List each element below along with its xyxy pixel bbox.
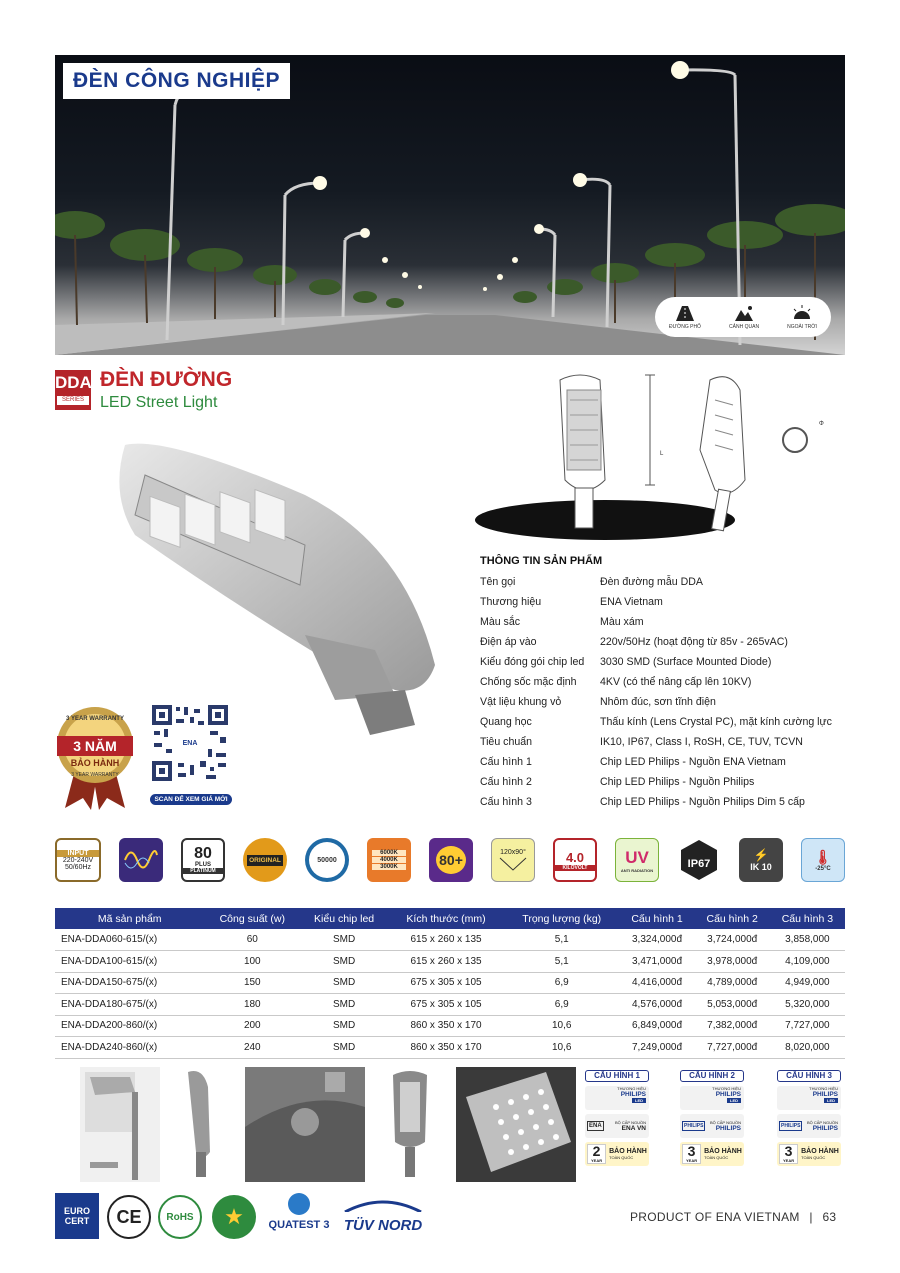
spec-key: Cấu hình 1 <box>480 756 532 768</box>
lifetime-hours: 50000 <box>317 856 337 864</box>
chip-sub: LED <box>824 1098 838 1103</box>
table-cell: 8,020,000 <box>770 1037 845 1059</box>
table-cell: 7,382,000đ <box>695 1015 770 1037</box>
table-cell: 100 <box>204 951 300 973</box>
spec-row <box>480 652 860 672</box>
table-cell: ENA-DDA150-675/(x) <box>55 972 204 994</box>
warranty-scope: TOÀN QUỐC <box>609 1155 634 1160</box>
table-cell: 7,249,000đ <box>619 1037 694 1059</box>
series-word: SERIES <box>57 396 89 405</box>
warranty-year-word: YEAR <box>591 1158 603 1163</box>
spec-value: Màu xám <box>600 616 644 628</box>
spec-value: Nhôm đúc, sơn tĩnh điện <box>600 696 716 708</box>
spec-row <box>480 672 860 692</box>
table-cell: 60 <box>204 929 300 951</box>
spec-value: Chip LED Philips - Nguồn Philips Dim 5 cấp <box>600 796 805 808</box>
chip-brand: PHILIPS <box>620 1091 646 1098</box>
spec-value: 3030 SMD (Surface Mounted Diode) <box>600 656 772 668</box>
col-header: Trọng lượng (kg) <box>504 908 619 929</box>
config-driver <box>585 1114 649 1138</box>
table-row <box>55 929 845 951</box>
config-chip <box>680 1086 744 1110</box>
waveform-icon <box>119 838 163 882</box>
table-row <box>55 972 845 994</box>
table-cell: SMD <box>300 951 388 973</box>
spec-value: Chip LED Philips - Nguồn ENA Vietnam <box>600 756 786 768</box>
config-2 <box>680 1070 744 1170</box>
col-header: Kiểu chip led <box>300 908 388 929</box>
cct-6000: 6000K <box>372 850 406 856</box>
config-3 <box>777 1070 841 1170</box>
photo-led-module <box>456 1067 576 1182</box>
uv-sublabel: ANTI RADIATION <box>620 867 654 873</box>
spec-value: Chip LED Philips - Nguồn Philips <box>600 776 755 788</box>
spec-key: Quang học <box>480 716 532 728</box>
col-header: Mã sản phẩm <box>55 908 204 929</box>
euro-cert-logo <box>55 1193 99 1239</box>
photo-front-view <box>385 1067 435 1182</box>
table-cell: 240 <box>204 1037 300 1059</box>
table-cell: 675 x 305 x 105 <box>388 972 504 994</box>
table-cell: 6,9 <box>504 994 619 1016</box>
table-cell: 7,727,000đ <box>695 1037 770 1059</box>
table-cell: 3,324,000đ <box>619 929 694 951</box>
col-header: Cấu hình 1 <box>619 908 694 929</box>
surge-protection-icon <box>553 838 597 882</box>
qr-code[interactable] <box>150 703 230 783</box>
qr-logo: ENA <box>182 740 198 747</box>
quatest-logo <box>266 1193 332 1241</box>
table-cell: 10,6 <box>504 1015 619 1037</box>
temperature-value: -25°C <box>815 865 831 872</box>
page-number: 63 <box>822 1210 837 1224</box>
input-label: INPUT <box>57 850 99 857</box>
table-cell: 7,727,000 <box>770 1015 845 1037</box>
chip-top: THƯƠNG HIỆU <box>809 1086 838 1091</box>
table-cell: ENA-DDA180-675/(x) <box>55 994 204 1016</box>
dimension-diagram <box>475 370 860 545</box>
uv-label: UV <box>625 847 649 867</box>
diameter-label: Φ <box>819 421 824 427</box>
price-table-header <box>55 908 845 929</box>
table-cell: 6,849,000đ <box>619 1015 694 1037</box>
chip-brand: PHILIPS <box>812 1091 838 1098</box>
spec-row <box>480 732 860 752</box>
table-row <box>55 1015 845 1037</box>
table-cell: 5,1 <box>504 929 619 951</box>
table-cell: 4,109,000 <box>770 951 845 973</box>
80-plus-word: PLUS <box>194 862 211 868</box>
lifetime-hours-icon <box>305 838 349 882</box>
table-cell: 200 <box>204 1015 300 1037</box>
80-plus-platinum-icon <box>181 838 225 882</box>
cri-value: 80+ <box>436 846 466 874</box>
product-title: ĐÈN ĐƯỜNG <box>100 368 233 391</box>
original-label: ORIGINAL <box>249 856 281 864</box>
chip-sub: LED <box>632 1098 646 1103</box>
col-header: Kích thước (mm) <box>388 908 504 929</box>
table-cell: 5,1 <box>504 951 619 973</box>
config-tag: CẤU HÌNH 3 <box>777 1070 841 1082</box>
spec-key: Vật liệu khung vỏ <box>480 696 562 708</box>
chip-brand: PHILIPS <box>715 1091 741 1098</box>
price-table <box>55 908 845 1059</box>
80-plus-number: 80 <box>194 845 212 862</box>
color-temperature-icon <box>367 838 411 882</box>
driver-logo: PHILIPS <box>684 1123 704 1129</box>
spec-row <box>480 772 860 792</box>
table-cell: SMD <box>300 1037 388 1059</box>
spec-key: Tên gọi <box>480 576 516 588</box>
warranty-year-word: YEAR <box>686 1158 698 1163</box>
table-cell: 3,858,000 <box>770 929 845 951</box>
table-row <box>55 951 845 973</box>
col-header: Cấu hình 3 <box>770 908 845 929</box>
spec-key: Cấu hình 3 <box>480 796 532 808</box>
spec-row <box>480 612 860 632</box>
warranty-years: 3 <box>784 1143 793 1159</box>
config-tag: CẤU HÌNH 1 <box>585 1070 649 1082</box>
product-subtitle: LED Street Light <box>100 394 218 411</box>
ip-rating: IP67 <box>687 858 711 870</box>
table-cell: SMD <box>300 1015 388 1037</box>
quality-star-logo: ★ <box>212 1195 256 1239</box>
beam-angle-icon <box>491 838 535 882</box>
page-footer <box>630 1210 836 1224</box>
table-cell: 150 <box>204 972 300 994</box>
config-driver <box>777 1114 841 1138</box>
beam-angle: 120x90° <box>500 848 526 856</box>
table-cell: 10,6 <box>504 1037 619 1059</box>
spec-value: Đèn đường mẫu DDA <box>600 576 703 588</box>
surge-kv-word: KILOVOLT <box>555 865 595 871</box>
spec-value: 220v/50Hz (hoạt động từ 85v - 265vAC) <box>600 636 788 648</box>
spec-row <box>480 712 860 732</box>
config-chip <box>777 1086 841 1110</box>
temperature-icon: 🌡 -25°C <box>801 838 845 882</box>
spec-row <box>480 632 860 652</box>
warranty-badge <box>55 700 135 810</box>
road-icon <box>674 304 696 322</box>
input-frequency: 50/60Hz <box>64 863 92 871</box>
qr-caption: SCAN ĐỂ XEM GIÁ MỚI <box>150 794 232 805</box>
table-cell: 6,9 <box>504 972 619 994</box>
quatest-mark <box>288 1193 310 1215</box>
table-cell: ENA-DDA100-615/(x) <box>55 951 204 973</box>
badge-outdoor-label: NGOÀI TRỜI <box>787 324 817 330</box>
spec-key: Màu sắc <box>480 616 521 628</box>
application-badges <box>655 297 831 337</box>
chip-sub: LED <box>727 1098 741 1103</box>
table-cell: 4,789,000đ <box>695 972 770 994</box>
spec-heading: THÔNG TIN SẢN PHẨM <box>480 555 603 567</box>
ik-rating: IK 10 <box>750 862 772 872</box>
warranty-text: BẢO HÀNH <box>704 1148 742 1155</box>
driver-top: BỘ CẤP NGUỒN <box>709 1120 741 1125</box>
col-header: Công suất (w) <box>204 908 300 929</box>
driver-brand: PHILIPS <box>812 1125 838 1132</box>
tuv-nord-logo <box>340 1198 426 1240</box>
ip67-icon <box>677 838 721 882</box>
ce-text: CE <box>116 1206 142 1227</box>
cri-icon <box>429 838 473 882</box>
landscape-icon <box>733 304 755 322</box>
chip-top: THƯƠNG HIỆU <box>617 1086 646 1091</box>
badge-street <box>669 304 701 330</box>
input-voltage-icon <box>55 838 101 882</box>
table-cell: 4,416,000đ <box>619 972 694 994</box>
badge-outdoor <box>787 304 817 330</box>
warranty-scope: TOÀN QUỐC <box>704 1155 729 1160</box>
table-cell: ENA-DDA200-860/(x) <box>55 1015 204 1037</box>
warranty-text: BẢO HÀNH <box>801 1148 839 1155</box>
table-cell: 615 x 260 x 135 <box>388 951 504 973</box>
driver-brand: PHILIPS <box>715 1125 741 1132</box>
spec-key: Tiêu chuẩn <box>480 736 533 748</box>
badge-landscape-label: CẢNH QUAN <box>729 324 760 330</box>
spec-row <box>480 792 860 812</box>
driver-brand: ENA VN <box>621 1125 646 1132</box>
table-cell: 860 x 350 x 170 <box>388 1015 504 1037</box>
original-product-icon <box>243 838 287 882</box>
feature-icon-strip <box>55 838 845 884</box>
height-label: L <box>660 451 664 457</box>
table-cell: 4,576,000đ <box>619 994 694 1016</box>
driver-top: BỘ CẤP NGUỒN <box>614 1120 646 1125</box>
table-cell: 860 x 350 x 170 <box>388 1037 504 1059</box>
spec-row <box>480 572 860 592</box>
series-code: DDA <box>55 373 92 392</box>
euro-cert-line2: CERT <box>64 1216 90 1226</box>
warranty-year-word: YEAR <box>783 1158 795 1163</box>
table-cell: ENA-DDA060-615/(x) <box>55 929 204 951</box>
spec-key: Điện áp vào <box>480 636 537 648</box>
col-header: Cấu hình 2 <box>695 908 770 929</box>
rohs-text: RoHS <box>166 1211 194 1223</box>
series-badge <box>55 370 91 410</box>
qr-block[interactable] <box>150 703 232 805</box>
badge-street-label: ĐƯỜNG PHỐ <box>669 324 701 330</box>
config-warranty <box>680 1142 744 1166</box>
warranty-ribbon-bottom: 3 YEAR WARRANTY <box>71 772 119 778</box>
spec-value: ENA Vietnam <box>600 596 663 608</box>
warranty-years: 3 <box>687 1143 696 1159</box>
euro-cert-line1: EURO <box>63 1206 90 1216</box>
hero-banner <box>55 55 845 355</box>
table-cell: 675 x 305 x 105 <box>388 994 504 1016</box>
cct-4000: 4000K <box>372 857 406 863</box>
warranty-sub: BẢO HÀNH <box>70 758 120 768</box>
spec-value: Thấu kính (Lens Crystal PC), mặt kính cường lực <box>600 716 832 728</box>
platinum-label: PLATINUM <box>183 868 223 874</box>
rohs-logo <box>158 1195 202 1239</box>
config-1 <box>585 1070 649 1170</box>
table-cell: 615 x 260 x 135 <box>388 929 504 951</box>
ik10-icon: ⚡ IK 10 <box>739 838 783 882</box>
spec-key: Chống sốc mặc định <box>480 676 577 688</box>
table-row <box>55 994 845 1016</box>
badge-landscape <box>729 304 759 330</box>
config-tag: CẤU HÌNH 2 <box>680 1070 744 1082</box>
config-chip <box>585 1086 649 1110</box>
config-driver <box>680 1114 744 1138</box>
table-cell: 3,724,000đ <box>695 929 770 951</box>
chip-top: THƯƠNG HIỆU <box>712 1086 741 1091</box>
quatest-text: QUATEST 3 <box>268 1219 330 1231</box>
spec-key: Kiểu đóng gói chip led <box>480 656 585 668</box>
spec-key: Cấu hình 2 <box>480 776 532 788</box>
footer-divider: | <box>809 1210 813 1224</box>
input-voltage: 220-240V <box>62 856 94 864</box>
table-cell: 5,320,000 <box>770 994 845 1016</box>
table-row <box>55 1037 845 1059</box>
table-cell: ENA-DDA240-860/(x) <box>55 1037 204 1059</box>
warranty-text: BẢO HÀNH <box>609 1148 647 1155</box>
spec-row <box>480 592 860 612</box>
table-cell: SMD <box>300 994 388 1016</box>
table-cell: 4,949,000 <box>770 972 845 994</box>
tuv-nord-text: TÜV NORD <box>343 1217 423 1234</box>
config-warranty <box>585 1142 649 1166</box>
spec-key: Thương hiệu <box>480 596 542 608</box>
outdoor-sun-icon <box>791 304 813 322</box>
driver-logo: ENA <box>589 1123 602 1129</box>
warranty-scope: TOÀN QUỐC <box>801 1155 826 1160</box>
table-cell: 3,471,000đ <box>619 951 694 973</box>
hero-title: ĐÈN CÔNG NGHIỆP <box>63 63 290 99</box>
spec-row <box>480 752 860 772</box>
surge-kv: 4.0 <box>565 849 585 865</box>
table-cell: SMD <box>300 972 388 994</box>
table-cell: 3,978,000đ <box>695 951 770 973</box>
table-cell: SMD <box>300 929 388 951</box>
spec-list <box>480 572 860 812</box>
config-warranty <box>777 1142 841 1166</box>
table-cell: 5,053,000đ <box>695 994 770 1016</box>
warranty-main: 3 NĂM <box>73 738 117 754</box>
warranty-ribbon-top: 3 YEAR WARRANTY <box>66 716 124 722</box>
photo-side-view <box>178 1067 228 1182</box>
table-cell: 180 <box>204 994 300 1016</box>
warranty-years: 2 <box>592 1143 601 1159</box>
photo-detail-bracket <box>245 1067 365 1182</box>
footer-text: PRODUCT OF ENA VIETNAM <box>630 1210 800 1224</box>
spec-row <box>480 692 860 712</box>
cct-3000: 3000K <box>372 864 406 870</box>
photo-mounted-lamp <box>80 1067 160 1182</box>
ce-logo <box>107 1195 151 1239</box>
driver-top: BỘ CẤP NGUỒN <box>806 1120 838 1125</box>
spec-value: IK10, IP67, Class I, RoSH, CE, TUV, TCVN <box>600 736 803 748</box>
driver-logo: PHILIPS <box>781 1123 801 1129</box>
uv-resistant-icon <box>615 838 659 882</box>
spec-value: 4KV (có thể nâng cấp lên 10KV) <box>600 676 752 688</box>
